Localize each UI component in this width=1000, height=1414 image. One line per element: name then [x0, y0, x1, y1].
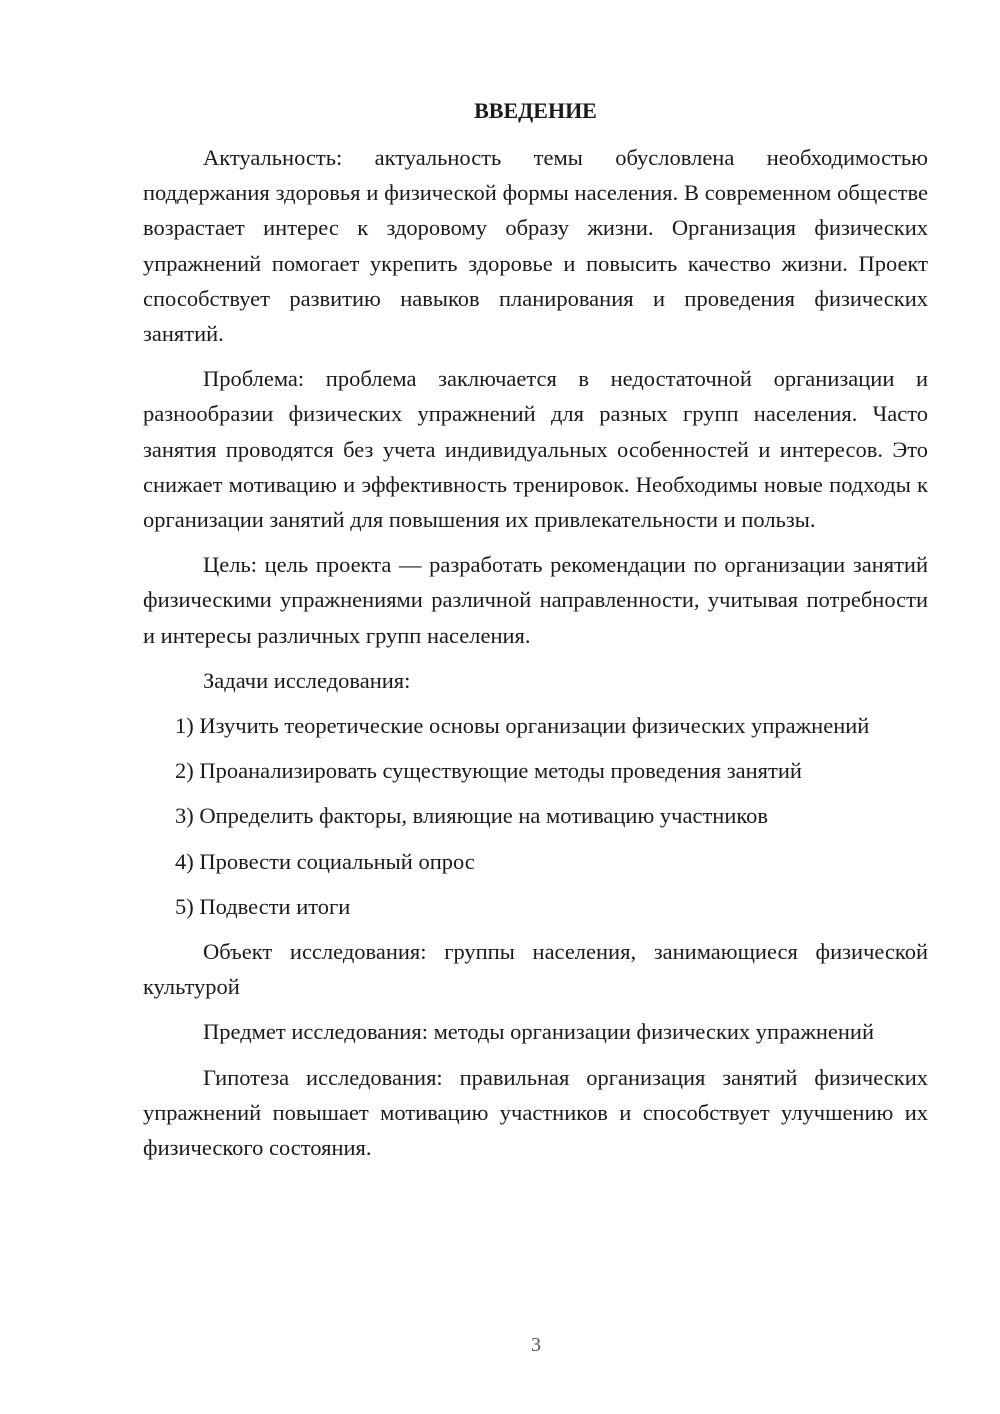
- subject-paragraph: Предмет исследования: методы организации физических упражнений: [203, 1019, 875, 1045]
- goal-paragraph: Цель: цель проекта — разработать рекомендации по организации занятий физическими упражнениями различной направленности, учитывая потребности и интересы различных групп населения.: [143, 552, 928, 648]
- task-item-2: 2) Проанализировать существующие методы проведения занятий: [175, 758, 802, 784]
- task-item-3: 3) Определить факторы, влияющие на мотивацию участников: [175, 803, 769, 829]
- problem-paragraph: Проблема: проблема заключается в недостаточной организации и разнообразии физических упражнений для разных групп населения. Часто занятия проводятся без учета индивидуальных особенностей и интересов. Это снижает мотивацию и эффективность тренировок. Необходимы новые подходы к организации занятий для повышения их привлекательности и пользы.: [143, 366, 928, 533]
- tasks-list: [143, 708, 928, 924]
- page-content: [143, 94, 928, 1175]
- task-item-4: 4) Провести социальный опрос: [175, 848, 475, 874]
- hypothesis-paragraph: Гипотеза исследования: правильная организация занятий физических упражнений повышает мотивацию участников и способствует улучшению их физического состояния.: [143, 1064, 928, 1161]
- object-paragraph: Объект исследования: группы населения, занимающиеся физической культурой: [143, 939, 928, 1000]
- page-title: ВВЕДЕНИЕ: [474, 98, 597, 123]
- page-number: 3: [531, 1334, 541, 1356]
- relevance-paragraph: Актуальность: актуальность темы обусловлена необходимостью поддержания здоровья и физической формы населения. В современном обществе возрастает интерес к здоровому образу жизни. Организация физических упражнений помогает укрепить здоровье и повысить качество жизни. Проект способствует развитию навыков планирования и проведения физических занятий.: [143, 145, 928, 347]
- tasks-heading: Задачи исследования:: [203, 667, 411, 693]
- task-item-5: 5) Подвести итоги: [175, 893, 351, 919]
- task-item-1: 1) Изучить теоретические основы организации физических упражнений: [175, 713, 870, 739]
